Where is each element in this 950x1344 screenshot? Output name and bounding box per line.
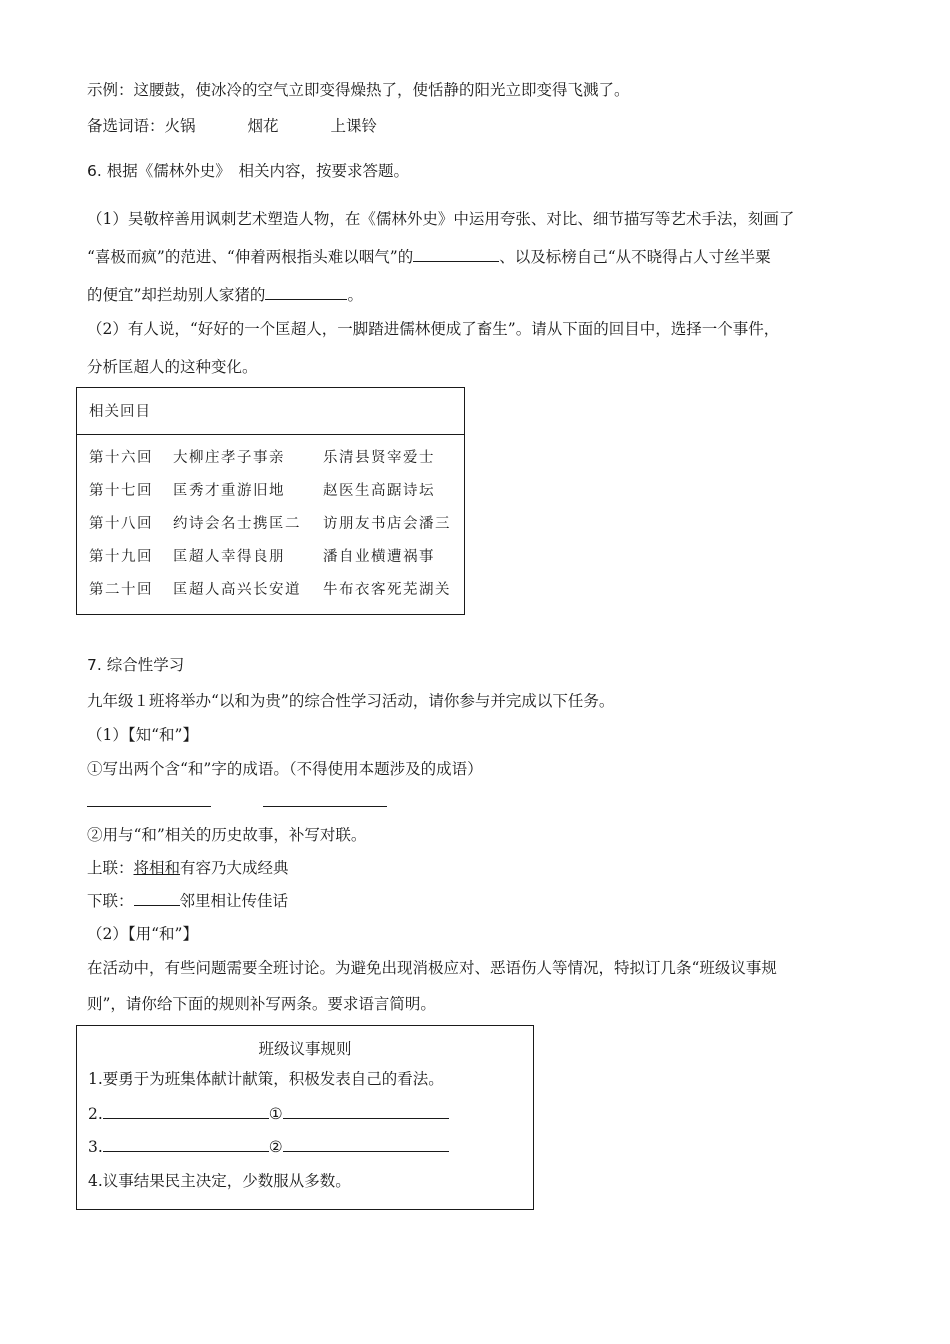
q6-p1-line1: （1）吴敬梓善用讽刺艺术塑造人物，在《儒林外史》中运用夸张、对比、细节描写等艺术手法，刻画了 bbox=[87, 210, 795, 228]
chapter-title-a: 匡超人幸得良朋 bbox=[173, 549, 285, 565]
rules-box bbox=[76, 1025, 534, 1210]
couplet-upper bbox=[87, 858, 289, 878]
rule-2 bbox=[88, 1104, 449, 1124]
q7-title: 综合性学习 bbox=[106, 656, 185, 674]
q6-p1-line2-text-b: 、以及标榜自己“从不晓得占人寸丝半粟 bbox=[499, 248, 771, 266]
q6-p2-line2: 分析匡超人的这种变化。 bbox=[87, 358, 258, 376]
rule-number: 3. bbox=[88, 1138, 103, 1156]
q6-p1-line2 bbox=[87, 247, 771, 267]
chapter-table bbox=[76, 387, 465, 615]
example-line: 示例：这腰鼓，使冰冷的空气立即变得燥热了，使恬静的阳光立即变得飞溅了。 bbox=[87, 81, 630, 99]
candidate-word: 上课铃 bbox=[330, 117, 378, 135]
q7-number: 7. bbox=[87, 656, 102, 674]
q7-part1-label: （1）【知“和”】 bbox=[87, 726, 198, 744]
rule-3 bbox=[88, 1137, 449, 1157]
couplet-upper-underlined: 将相和 bbox=[133, 859, 181, 877]
candidate-words bbox=[87, 116, 377, 136]
chapter-number: 第十六回 bbox=[89, 450, 153, 466]
couplet-upper-label: 上联： bbox=[87, 859, 134, 877]
rule-4: 4.议事结果民主决定，少数服从多数。 bbox=[88, 1172, 351, 1190]
rule-1: 1.要勇于为班集体献计献策，积极发表自己的看法。 bbox=[88, 1070, 444, 1088]
table-divider bbox=[77, 434, 464, 435]
q6-heading bbox=[87, 161, 409, 181]
q7-heading bbox=[87, 655, 184, 675]
couplet-lower-rest: 邻里相让传佳话 bbox=[179, 892, 289, 910]
candidate-word: 烟花 bbox=[247, 117, 279, 135]
chapter-title-b: 访朋友书店会潘三 bbox=[323, 516, 451, 532]
answer-blank[interactable] bbox=[413, 247, 499, 262]
candidate-words-label: 备选词语： bbox=[87, 117, 165, 135]
rule-blank[interactable] bbox=[103, 1137, 269, 1152]
q7-intro: 九年级１班将举办“以和为贵”的综合性学习活动，请你参与并完成以下任务。 bbox=[87, 692, 615, 710]
q6-p1-line3 bbox=[87, 285, 363, 305]
chapter-title-a: 匡秀才重游旧地 bbox=[173, 483, 285, 499]
q6-p1-line3-end: 。 bbox=[347, 286, 363, 304]
q6-p1-line3-text: 的便宜”却拦劫别人家猪的 bbox=[87, 286, 266, 304]
rule-mark: ② bbox=[268, 1138, 283, 1156]
q7-item2: ②用与“和”相关的历史故事，补写对联。 bbox=[87, 826, 367, 844]
q6-number: 6. bbox=[87, 162, 102, 180]
rule-blank[interactable] bbox=[283, 1104, 449, 1119]
candidate-word: 火锅 bbox=[164, 117, 196, 135]
idiom-blank-1[interactable] bbox=[87, 792, 211, 807]
q7-item1: ①写出两个含“和”字的成语。（不得使用本题涉及的成语） bbox=[87, 760, 483, 778]
chapter-title-a: 大柳庄孝子事亲 bbox=[173, 450, 285, 466]
rules-title: 班级议事规则 bbox=[258, 1040, 352, 1058]
couplet-blank[interactable] bbox=[134, 891, 180, 906]
chapter-number: 第十七回 bbox=[89, 483, 153, 499]
chapter-table-header: 相关回目 bbox=[89, 404, 151, 420]
couplet-lower-label: 下联： bbox=[87, 892, 134, 910]
chapter-number: 第十八回 bbox=[89, 516, 153, 532]
q7-part2-line2: 则”，请你给下面的规则补写两条。要求语言简明。 bbox=[87, 995, 436, 1013]
chapter-title-b: 赵医生高踞诗坛 bbox=[323, 483, 435, 499]
answer-blank[interactable] bbox=[265, 285, 347, 300]
rule-blank[interactable] bbox=[283, 1137, 449, 1152]
idiom-blank-2[interactable] bbox=[263, 792, 387, 807]
chapter-title-b: 牛布衣客死芜湖关 bbox=[323, 582, 451, 598]
q6-p2-line1: （2）有人说，“好好的一个匡超人，一脚踏进儒林便成了畜生”。请从下面的回目中，选择一个事件， bbox=[87, 320, 780, 338]
q6-title: 根据《儒林外史》 相关内容，按要求答题。 bbox=[106, 162, 409, 180]
chapter-title-a: 约诗会名士携匡二 bbox=[173, 516, 301, 532]
rule-number: 2. bbox=[88, 1105, 103, 1123]
idiom-blanks bbox=[87, 792, 387, 812]
q7-part2-label: （2）【用“和”】 bbox=[87, 925, 198, 943]
rule-mark: ① bbox=[268, 1105, 283, 1123]
q7-part2-line1: 在活动中，有些问题需要全班讨论。为避免出现消极应对、恶语伤人等情况，特拟订几条“班级议事规 bbox=[87, 959, 777, 977]
chapter-title-b: 潘自业横遭祸事 bbox=[323, 549, 435, 565]
chapter-number: 第二十回 bbox=[89, 582, 153, 598]
couplet-lower bbox=[87, 891, 288, 911]
rule-blank[interactable] bbox=[103, 1104, 269, 1119]
q6-p1-line2-text: “喜极而疯”的范进、“伸着两根指头难以咽气”的 bbox=[87, 248, 414, 266]
couplet-upper-rest: 有容乃大成经典 bbox=[180, 859, 289, 877]
chapter-title-b: 乐清县贤宰爱士 bbox=[323, 450, 435, 466]
chapter-number: 第十九回 bbox=[89, 549, 153, 565]
chapter-title-a: 匡超人高兴长安道 bbox=[173, 582, 301, 598]
